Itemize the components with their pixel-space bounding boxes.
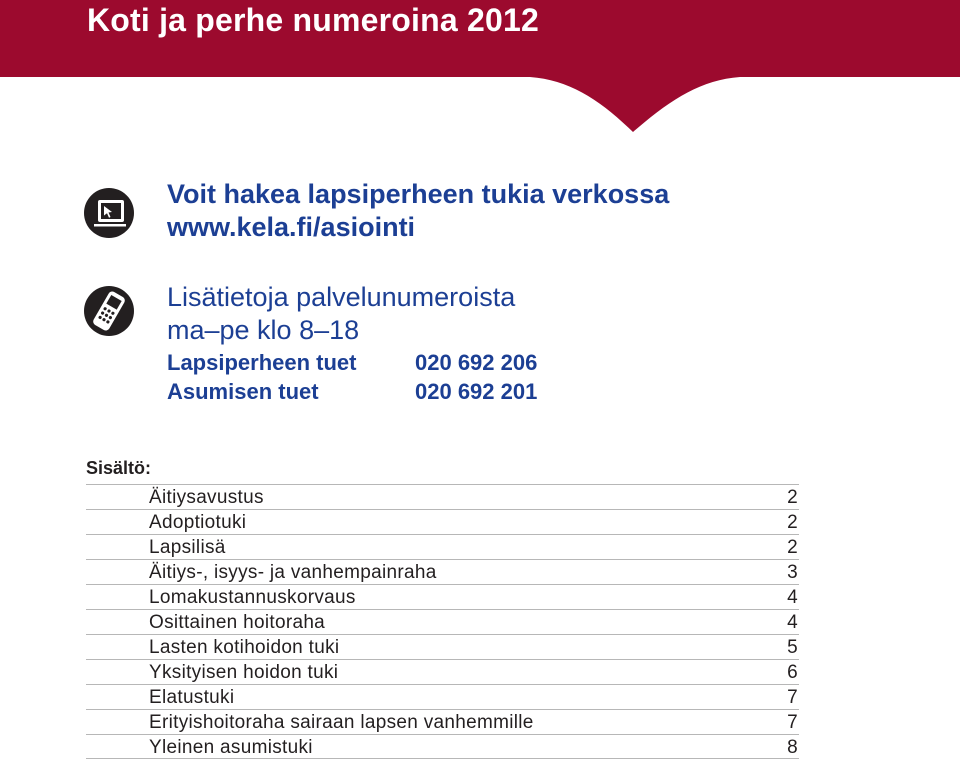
online-service-url[interactable]: www.kela.fi/asiointi xyxy=(167,212,416,242)
mobile-phone-icon xyxy=(83,285,135,337)
toc-item-page: 7 xyxy=(787,687,798,708)
toc-item-page: 4 xyxy=(787,612,798,633)
toc-item-page: 4 xyxy=(787,587,798,608)
toc-item xyxy=(86,634,799,659)
toc-item-label: Yleinen asumistuki xyxy=(149,737,313,758)
phone-service-info xyxy=(167,281,515,347)
toc-item-page: 5 xyxy=(787,637,798,658)
phone-number-value: 020 692 206 xyxy=(415,350,538,375)
toc-item-label: Elatustuki xyxy=(149,687,235,708)
toc-item xyxy=(86,659,799,684)
toc-item-page: 3 xyxy=(787,562,798,583)
phone-number-table xyxy=(167,348,537,406)
toc-item xyxy=(86,584,799,609)
toc-item-page: 8 xyxy=(787,737,798,758)
phone-number-value: 020 692 201 xyxy=(415,379,538,404)
toc-item-label: Yksityisen hoidon tuki xyxy=(149,662,339,683)
phone-service-heading: Lisätietoja palvelunumeroista xyxy=(167,282,516,312)
toc-item-page: 7 xyxy=(787,712,798,733)
toc-item-label: Äitiys-, isyys- ja vanhempainraha xyxy=(149,562,437,583)
phone-number-row xyxy=(167,348,537,377)
toc-item-page: 6 xyxy=(787,662,798,683)
toc-item xyxy=(86,484,799,509)
table-of-contents xyxy=(86,484,799,759)
toc-item-label: Erityishoitoraha sairaan lapsen vanhemmille xyxy=(149,712,534,733)
phone-number-label: Asumisen tuet xyxy=(167,379,319,404)
toc-item xyxy=(86,534,799,559)
toc-item-label: Lapsilisä xyxy=(149,537,226,558)
toc-heading: Sisältö: xyxy=(86,458,152,478)
online-service-info xyxy=(167,178,669,244)
toc-item xyxy=(86,559,799,584)
computer-screen-icon xyxy=(83,187,135,239)
online-service-text: Voit hakea lapsiperheen tukia verkossa xyxy=(167,179,670,209)
page-title: Koti ja perhe numeroina 2012 xyxy=(87,2,539,38)
toc-item-page: 2 xyxy=(787,487,798,508)
toc-item-label: Äitiysavustus xyxy=(149,487,264,508)
toc-item-label: Lasten kotihoidon tuki xyxy=(149,637,340,658)
toc-item xyxy=(86,509,799,534)
toc-item-page: 2 xyxy=(787,512,798,533)
phone-service-hours: ma–pe klo 8–18 xyxy=(167,315,360,345)
phone-number-row xyxy=(167,377,537,406)
toc-item-label: Osittainen hoitoraha xyxy=(149,612,326,633)
toc-item xyxy=(86,709,799,734)
phone-number-label: Lapsiperheen tuet xyxy=(167,350,357,375)
toc-item-label: Lomakustannuskorvaus xyxy=(149,587,356,608)
toc-item xyxy=(86,734,799,759)
toc-item xyxy=(86,609,799,634)
toc-item-page: 2 xyxy=(787,537,798,558)
toc-item-label: Adoptiotuki xyxy=(149,512,247,533)
toc-item xyxy=(86,684,799,709)
